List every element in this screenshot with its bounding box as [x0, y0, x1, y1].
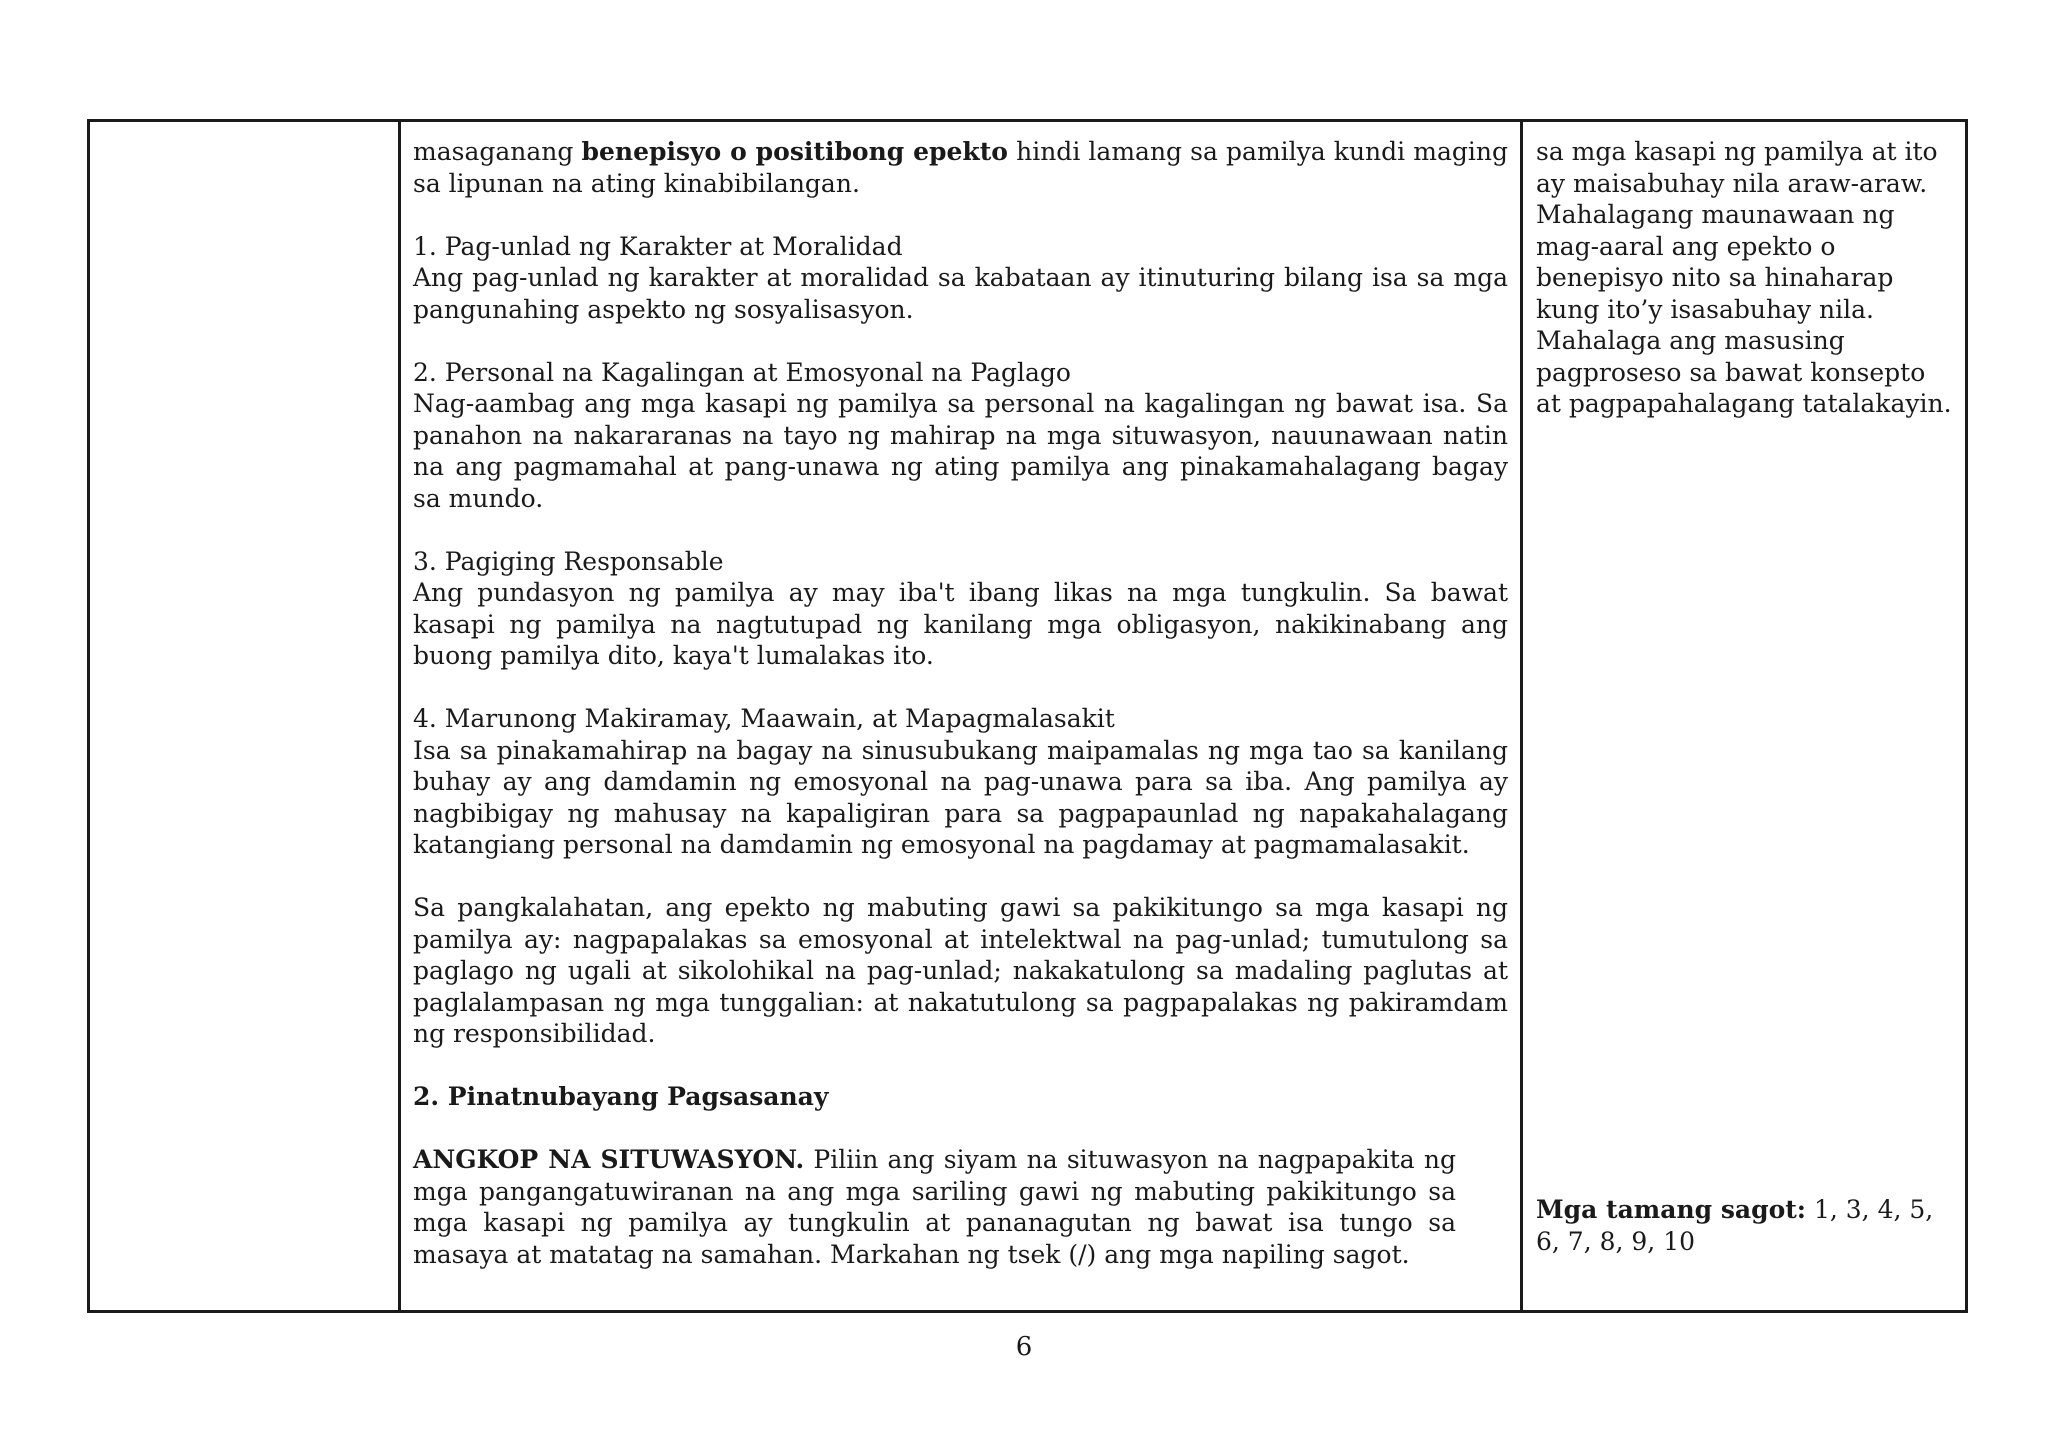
section-heading: 1. Pag-unlad ng Karakter at Moralidad	[413, 231, 903, 261]
intro-paragraph	[413, 136, 1508, 199]
section-body: Nag-aambag ang mga kasapi ng pamilya sa personal na kagalingan ng bawat isa. Sa panahon na nakararanas na tayo ng mahirap na mga situwasyon, nauunawaan natin na ang pagmamahal at pang-unawa ng ating pamilya ang pinakamahalagang bagay sa mundo.	[413, 389, 1508, 513]
intro-lead: masaganang	[413, 137, 582, 166]
section-body: Ang pag-unlad ng karakter at moralidad sa kabataan ay itinuturing bilang isa sa mga pangunahing aspekto ng sosyalisasyon.	[413, 263, 1508, 324]
summary-paragraph: Sa pangkalahatan, ang epekto ng mabuting gawi sa pakikitungo sa mga kasapi ng pamilya ay: nagpapalakas sa emosyonal at intelektwal na pag-unlad; tumutulong sa paglago ng ugali at sikolohikal na pag-unlad; nakakatulong sa madaling paglutas at paglalampasan ng mga tunggalian: at nakatutulong sa pagpapalakas ng pakiramdam ng responsibilidad.	[413, 893, 1508, 1048]
guided-instructions	[413, 1144, 1508, 1270]
notes-column	[1523, 122, 1965, 1310]
guided-label: ANGKOP NA SITUWASYON.	[413, 1145, 805, 1174]
empty-left-column	[90, 122, 401, 1310]
answers-value: 1, 3, 4, 5, 6, 7, 8, 9, 10	[1536, 1195, 1934, 1256]
section-1	[413, 231, 1508, 326]
section-heading: 4. Marunong Makiramay, Maawain, at Mapagmalasakit	[413, 704, 1115, 733]
content-column	[401, 122, 1523, 1310]
section-heading: 2. Personal na Kagalingan at Emosyonal na Paglago	[413, 357, 1071, 387]
teacher-notes: sa mga kasapi ng pamilya at ito ay maisabuhay nila araw-araw. Mahalagang maunawaan ng mag-aaral ang epekto o benepisyo nito sa hinaharap kung ito’y isasabuhay nila. Mahalaga ang masusing pagproseso sa bawat konsepto at pagpapahalagang tatalakayin.	[1536, 137, 1952, 418]
page-number: 6	[1015, 1332, 1033, 1362]
section-heading: 3. Pagiging Responsable	[413, 546, 724, 576]
guided-practice-heading: 2. Pinatnubayang Pagsasanay	[413, 1082, 829, 1111]
lesson-table	[87, 119, 1968, 1313]
answers-label: Mga tamang sagot:	[1536, 1195, 1807, 1224]
intro-rest: hindi lamang sa pamilya kundi maging sa lipunan na ating kinabibilangan.	[413, 137, 1508, 198]
section-body: Ang pundasyon ng pamilya ay may iba't ibang likas na mga tungkulin. Sa bawat kasapi ng pamilya na nagtutupad ng kanilang mga obligasyon, nakikinabang ang buong pamilya dito, kaya't lumalakas ito.	[413, 578, 1508, 670]
section-4	[413, 703, 1508, 861]
section-body: Isa sa pinakamahirap na bagay na sinusubukang maipamalas ng mga tao sa kanilang buhay ay ang damdamin ng emosyonal na pag-unawa para sa iba. Ang pamilya ay nagbibigay ng mahusay na kapaligiran para sa pagpapaunlad ng napakahalagang katangiang personal na damdamin ng emosyonal na pagdamay at pagmamalasakit.	[413, 735, 1508, 859]
section-3	[413, 546, 1508, 672]
guided-instructions-text: Piliin ang siyam na situwasyon na nagpapakita ng mga pangangatuwiranan na ang mga sariling gawi ng mabuting pakikitungo sa mga kasapi ng pamilya ay tungkulin at pananagutan ng bawat isa tungo sa masaya at matatag na samahan. Markahan ng tsek (/) ang mga napiling sagot.	[413, 1145, 1456, 1269]
intro-bold-phrase: benepisyo o positibong epekto	[581, 137, 1008, 166]
correct-answers	[1536, 1194, 1953, 1257]
section-2	[413, 357, 1508, 515]
